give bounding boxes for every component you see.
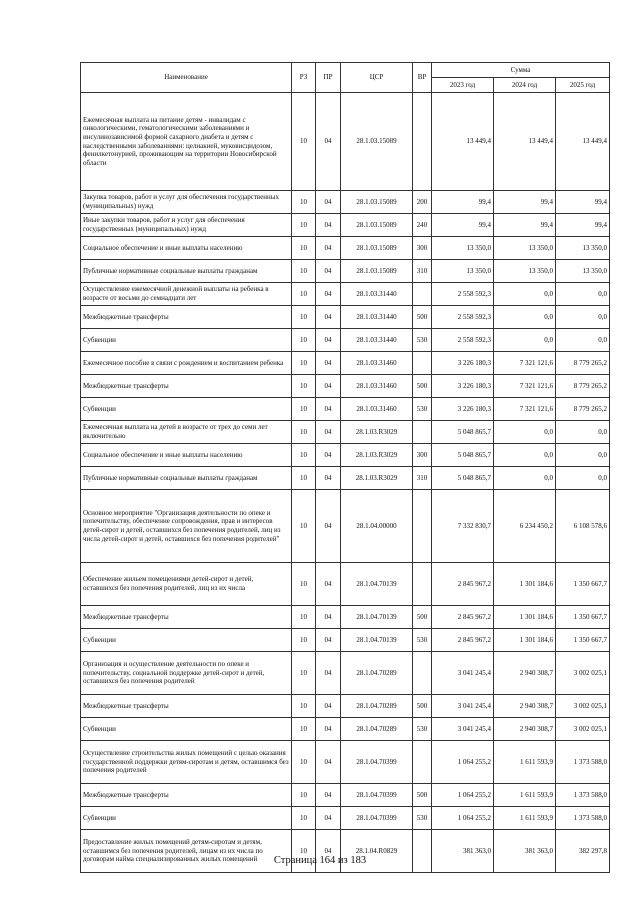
- row-name: Организация и осуществление деятельности по опеке и попечительству, социальной поддержке детей-сирот и детей, оставшихся без попечения родителей: [81, 652, 292, 695]
- row-csr: 28.1.03.15089: [341, 191, 413, 214]
- row-vr: [413, 93, 432, 191]
- row-name: Ежемесячная выплата на питание детям - инвалидам с онкологическими, гематологическими заболеваниями и инсулинозависимой формой сахарного диабета и детям с наследственными заболеваниями: целиакией, муковисцидозом, фенилкетонурией, проживающим на территории Новосибирской области: [81, 93, 292, 191]
- row-value-2023: 1 064 255,2: [432, 807, 494, 830]
- row-value-2023: 2 558 592,3: [432, 329, 494, 352]
- row-name: Межбюджетные трансферты: [81, 784, 292, 807]
- row-value-2024: 13 350,0: [494, 260, 556, 283]
- row-name: Социальное обеспечение и иные выплаты населению: [81, 444, 292, 467]
- row-pr: 04: [316, 214, 341, 237]
- row-csr: 28.1.04.70289: [341, 652, 413, 695]
- row-pr: 04: [316, 490, 341, 563]
- row-value-2024: 381 363,0: [494, 830, 556, 873]
- row-rz: 10: [292, 741, 316, 784]
- row-rz: 10: [292, 214, 316, 237]
- row-rz: 10: [292, 830, 316, 873]
- row-pr: 04: [316, 563, 341, 606]
- row-value-2025: 1 373 588,0: [556, 784, 610, 807]
- header-pr: ПР: [316, 63, 341, 93]
- row-name: Ежемесячная выплата на детей в возрасте от трех до семи лет включительно: [81, 421, 292, 444]
- row-rz: 10: [292, 718, 316, 741]
- row-pr: 04: [316, 237, 341, 260]
- row-value-2025: 0,0: [556, 467, 610, 490]
- row-vr: 240: [413, 214, 432, 237]
- row-rz: 10: [292, 237, 316, 260]
- row-csr: 28.1.03.31440: [341, 329, 413, 352]
- table-row: [81, 214, 610, 237]
- row-value-2024: 2 940 308,7: [494, 695, 556, 718]
- header-vr: ВР: [413, 63, 432, 93]
- row-vr: 530: [413, 329, 432, 352]
- row-value-2025: 3 002 025,1: [556, 695, 610, 718]
- row-vr: 300: [413, 444, 432, 467]
- row-value-2023: 3 041 245,4: [432, 718, 494, 741]
- row-value-2025: 99,4: [556, 191, 610, 214]
- row-rz: 10: [292, 606, 316, 629]
- row-name: Ежемесячное пособие в связи с рождением и воспитанием ребенка: [81, 352, 292, 375]
- row-csr: 28.1.03.31440: [341, 283, 413, 306]
- row-name: Межбюджетные трансферты: [81, 375, 292, 398]
- row-vr: 530: [413, 398, 432, 421]
- table-row: [81, 191, 610, 214]
- row-value-2024: 7 321 121,6: [494, 375, 556, 398]
- row-rz: 10: [292, 421, 316, 444]
- row-csr: 28.1.03.31460: [341, 352, 413, 375]
- row-value-2025: 13 350,0: [556, 260, 610, 283]
- row-value-2024: 7 321 121,6: [494, 398, 556, 421]
- row-name: Осуществление ежемесячной денежной выплаты на ребенка в возрасте от восьми до семнадцати лет: [81, 283, 292, 306]
- row-pr: 04: [316, 695, 341, 718]
- row-name: Основное мероприятие "Организация деятельности по опеке и попечительству, обеспечение сопровождения, прав и интересов детей-сирот и детей, оставшихся без попечения родителей, лиц из числа детей-сирот и детей, оставшихся без попечения родителей": [81, 490, 292, 563]
- row-csr: 28.1.03.15089: [341, 237, 413, 260]
- row-value-2024: 7 321 121,6: [494, 352, 556, 375]
- row-value-2024: 99,4: [494, 191, 556, 214]
- row-value-2023: 2 845 967,2: [432, 606, 494, 629]
- row-pr: 04: [316, 741, 341, 784]
- row-pr: 04: [316, 329, 341, 352]
- table-row: [81, 652, 610, 695]
- row-name: Публичные нормативные социальные выплаты гражданам: [81, 260, 292, 283]
- row-value-2025: 99,4: [556, 214, 610, 237]
- row-value-2024: 99,4: [494, 214, 556, 237]
- row-vr: 300: [413, 237, 432, 260]
- row-vr: 500: [413, 306, 432, 329]
- row-name: Субвенции: [81, 807, 292, 830]
- row-vr: 530: [413, 807, 432, 830]
- table-row: [81, 352, 610, 375]
- row-vr: [413, 490, 432, 563]
- row-pr: 04: [316, 260, 341, 283]
- table-row: [81, 329, 610, 352]
- row-rz: 10: [292, 260, 316, 283]
- table-row: [81, 467, 610, 490]
- table-row: [81, 718, 610, 741]
- row-name: Межбюджетные трансферты: [81, 306, 292, 329]
- row-value-2023: 3 226 180,3: [432, 352, 494, 375]
- row-value-2023: 13 350,0: [432, 260, 494, 283]
- row-value-2024: 2 940 308,7: [494, 652, 556, 695]
- row-csr: 28.1.03.15089: [341, 93, 413, 191]
- row-value-2024: 1 611 593,9: [494, 807, 556, 830]
- row-vr: 500: [413, 695, 432, 718]
- row-csr: 28.1.04.70139: [341, 606, 413, 629]
- header-csr: ЦСР: [341, 63, 413, 93]
- row-pr: 04: [316, 606, 341, 629]
- row-value-2025: 0,0: [556, 421, 610, 444]
- row-value-2025: 0,0: [556, 306, 610, 329]
- row-vr: [413, 652, 432, 695]
- row-name: Субвенции: [81, 718, 292, 741]
- row-value-2025: 3 002 025,1: [556, 652, 610, 695]
- row-vr: 530: [413, 629, 432, 652]
- row-name: Предоставление жилых помещений детям-сиротам и детям, оставшимся без попечения родителей, лицам из их числа по договорам найма специализированных жилых помещений: [81, 830, 292, 873]
- row-vr: 200: [413, 191, 432, 214]
- budget-table: [80, 62, 610, 873]
- table-row: [81, 784, 610, 807]
- row-value-2023: 381 363,0: [432, 830, 494, 873]
- row-rz: 10: [292, 191, 316, 214]
- row-value-2024: 1 301 184,6: [494, 563, 556, 606]
- row-pr: 04: [316, 629, 341, 652]
- table-row: [81, 398, 610, 421]
- row-csr: 28.1.04.70399: [341, 807, 413, 830]
- row-name: Субвенции: [81, 329, 292, 352]
- row-value-2023: 13 449,4: [432, 93, 494, 191]
- table-row: [81, 563, 610, 606]
- table-row: [81, 830, 610, 873]
- row-pr: 04: [316, 444, 341, 467]
- header-sums: Сумма: [432, 63, 610, 78]
- row-value-2025: 13 449,4: [556, 93, 610, 191]
- row-vr: [413, 563, 432, 606]
- row-rz: 10: [292, 306, 316, 329]
- row-vr: [413, 352, 432, 375]
- table-row: [81, 490, 610, 563]
- header-year-2024: 2024 год: [494, 78, 556, 93]
- row-name: Социальное обеспечение и иные выплаты населению: [81, 237, 292, 260]
- row-value-2025: 8 779 265,2: [556, 398, 610, 421]
- row-value-2023: 3 041 245,4: [432, 652, 494, 695]
- row-name: Обеспечение жильем помещениями детей-сирот и детей, оставшихся без попечения родителей, лиц из их числа: [81, 563, 292, 606]
- row-pr: 04: [316, 398, 341, 421]
- row-value-2024: 0,0: [494, 467, 556, 490]
- table-row: [81, 375, 610, 398]
- row-vr: [413, 283, 432, 306]
- row-vr: 500: [413, 784, 432, 807]
- row-value-2024: 0,0: [494, 283, 556, 306]
- row-name: Иные закупки товаров, работ и услуг для обеспечения государственных (муниципальных) нужд: [81, 214, 292, 237]
- row-pr: 04: [316, 784, 341, 807]
- row-vr: 530: [413, 718, 432, 741]
- row-value-2023: 2 845 967,2: [432, 563, 494, 606]
- row-value-2025: 8 779 265,2: [556, 352, 610, 375]
- row-value-2024: 6 234 450,2: [494, 490, 556, 563]
- row-value-2025: 1 350 667,7: [556, 629, 610, 652]
- row-value-2023: 2 558 592,3: [432, 283, 494, 306]
- table-row: [81, 695, 610, 718]
- row-csr: 28.1.04.70289: [341, 695, 413, 718]
- row-vr: 500: [413, 606, 432, 629]
- row-pr: 04: [316, 283, 341, 306]
- row-value-2025: 1 350 667,7: [556, 563, 610, 606]
- row-rz: 10: [292, 398, 316, 421]
- row-pr: 04: [316, 718, 341, 741]
- row-pr: 04: [316, 93, 341, 191]
- row-name: Межбюджетные трансферты: [81, 695, 292, 718]
- row-vr: [413, 741, 432, 784]
- row-rz: 10: [292, 467, 316, 490]
- row-value-2023: 99,4: [432, 214, 494, 237]
- row-csr: 28.1.04.70399: [341, 784, 413, 807]
- row-rz: 10: [292, 352, 316, 375]
- row-value-2023: 99,4: [432, 191, 494, 214]
- row-csr: 28.1.04.00000: [341, 490, 413, 563]
- row-rz: 10: [292, 629, 316, 652]
- row-name: Осуществление строительства жилых помещений с целью оказания государственной поддержки детям-сиротам и детям, оставшимся без попечения родителей: [81, 741, 292, 784]
- row-value-2023: 7 332 830,7: [432, 490, 494, 563]
- row-value-2023: 5 048 865,7: [432, 467, 494, 490]
- row-pr: 04: [316, 421, 341, 444]
- row-value-2024: 1 301 184,6: [494, 629, 556, 652]
- row-name: Межбюджетные трансферты: [81, 606, 292, 629]
- row-value-2025: 0,0: [556, 283, 610, 306]
- header-name: Наименование: [81, 63, 292, 93]
- row-value-2024: 1 611 593,9: [494, 741, 556, 784]
- row-rz: 10: [292, 695, 316, 718]
- row-value-2024: 0,0: [494, 444, 556, 467]
- header-year-2023: 2023 год: [432, 78, 494, 93]
- table-row: [81, 283, 610, 306]
- row-csr: 28.1.04.R0829: [341, 830, 413, 873]
- row-rz: 10: [292, 563, 316, 606]
- row-pr: 04: [316, 807, 341, 830]
- row-rz: 10: [292, 93, 316, 191]
- header-year-2025: 2025 год: [556, 78, 610, 93]
- row-value-2024: 1 301 184,6: [494, 606, 556, 629]
- row-value-2023: 3 226 180,3: [432, 375, 494, 398]
- row-pr: 04: [316, 191, 341, 214]
- table-row: [81, 629, 610, 652]
- row-vr: 310: [413, 260, 432, 283]
- row-value-2025: 0,0: [556, 444, 610, 467]
- table-row: [81, 807, 610, 830]
- row-csr: 28.1.03.R3029: [341, 444, 413, 467]
- row-csr: 28.1.03.31440: [341, 306, 413, 329]
- row-value-2025: 8 779 265,2: [556, 375, 610, 398]
- row-rz: 10: [292, 652, 316, 695]
- row-value-2025: 0,0: [556, 329, 610, 352]
- table-row: [81, 741, 610, 784]
- table-row: [81, 606, 610, 629]
- row-pr: 04: [316, 467, 341, 490]
- row-pr: 04: [316, 830, 341, 873]
- row-csr: 28.1.04.70139: [341, 563, 413, 606]
- row-rz: 10: [292, 807, 316, 830]
- table-row: [81, 93, 610, 191]
- row-rz: 10: [292, 444, 316, 467]
- table-row: [81, 237, 610, 260]
- table-row: [81, 444, 610, 467]
- row-rz: 10: [292, 283, 316, 306]
- table-row: [81, 306, 610, 329]
- row-value-2023: 1 064 255,2: [432, 741, 494, 784]
- row-value-2024: 13 350,0: [494, 237, 556, 260]
- row-csr: 28.1.04.70399: [341, 741, 413, 784]
- row-csr: 28.1.03.R3029: [341, 467, 413, 490]
- row-rz: 10: [292, 375, 316, 398]
- row-csr: 28.1.03.31460: [341, 398, 413, 421]
- row-csr: 28.1.03.15089: [341, 260, 413, 283]
- row-value-2024: 0,0: [494, 329, 556, 352]
- row-csr: 28.1.04.70289: [341, 718, 413, 741]
- row-value-2025: 1 373 588,0: [556, 807, 610, 830]
- table-row: [81, 421, 610, 444]
- row-csr: 28.1.03.R3029: [341, 421, 413, 444]
- row-value-2025: 1 350 667,7: [556, 606, 610, 629]
- row-name: Публичные нормативные социальные выплаты гражданам: [81, 467, 292, 490]
- row-value-2024: 1 611 593,9: [494, 784, 556, 807]
- row-value-2023: 2 845 967,2: [432, 629, 494, 652]
- row-value-2023: 3 041 245,4: [432, 695, 494, 718]
- table-body: [81, 93, 610, 873]
- row-name: Субвенции: [81, 398, 292, 421]
- row-csr: 28.1.03.15089: [341, 214, 413, 237]
- row-value-2023: 5 048 865,7: [432, 444, 494, 467]
- row-pr: 04: [316, 375, 341, 398]
- row-pr: 04: [316, 652, 341, 695]
- row-value-2023: 13 350,0: [432, 237, 494, 260]
- row-name: Субвенции: [81, 629, 292, 652]
- row-value-2025: 3 002 025,1: [556, 718, 610, 741]
- row-value-2023: 3 226 180,3: [432, 398, 494, 421]
- row-value-2023: 2 558 592,3: [432, 306, 494, 329]
- row-rz: 10: [292, 329, 316, 352]
- row-value-2025: 6 108 578,6: [556, 490, 610, 563]
- row-value-2024: 0,0: [494, 421, 556, 444]
- row-csr: 28.1.04.70139: [341, 629, 413, 652]
- page-number: Страница 164 из 183: [273, 855, 367, 866]
- row-value-2025: 13 350,0: [556, 237, 610, 260]
- row-vr: 500: [413, 375, 432, 398]
- row-value-2025: 382 297,8: [556, 830, 610, 873]
- row-vr: 310: [413, 467, 432, 490]
- row-value-2023: 1 064 255,2: [432, 784, 494, 807]
- row-csr: 28.1.03.31460: [341, 375, 413, 398]
- row-pr: 04: [316, 352, 341, 375]
- table-row: [81, 260, 610, 283]
- row-value-2024: 0,0: [494, 306, 556, 329]
- row-pr: 04: [316, 306, 341, 329]
- row-value-2025: 1 373 588,0: [556, 741, 610, 784]
- row-value-2023: 5 048 865,7: [432, 421, 494, 444]
- header-rz: РЗ: [292, 63, 316, 93]
- row-vr: [413, 830, 432, 873]
- row-rz: 10: [292, 490, 316, 563]
- row-value-2024: 13 449,4: [494, 93, 556, 191]
- row-vr: [413, 421, 432, 444]
- row-value-2024: 2 940 308,7: [494, 718, 556, 741]
- row-name: Закупка товаров, работ и услуг для обеспечения государственных (муниципальных) нужд: [81, 191, 292, 214]
- row-rz: 10: [292, 784, 316, 807]
